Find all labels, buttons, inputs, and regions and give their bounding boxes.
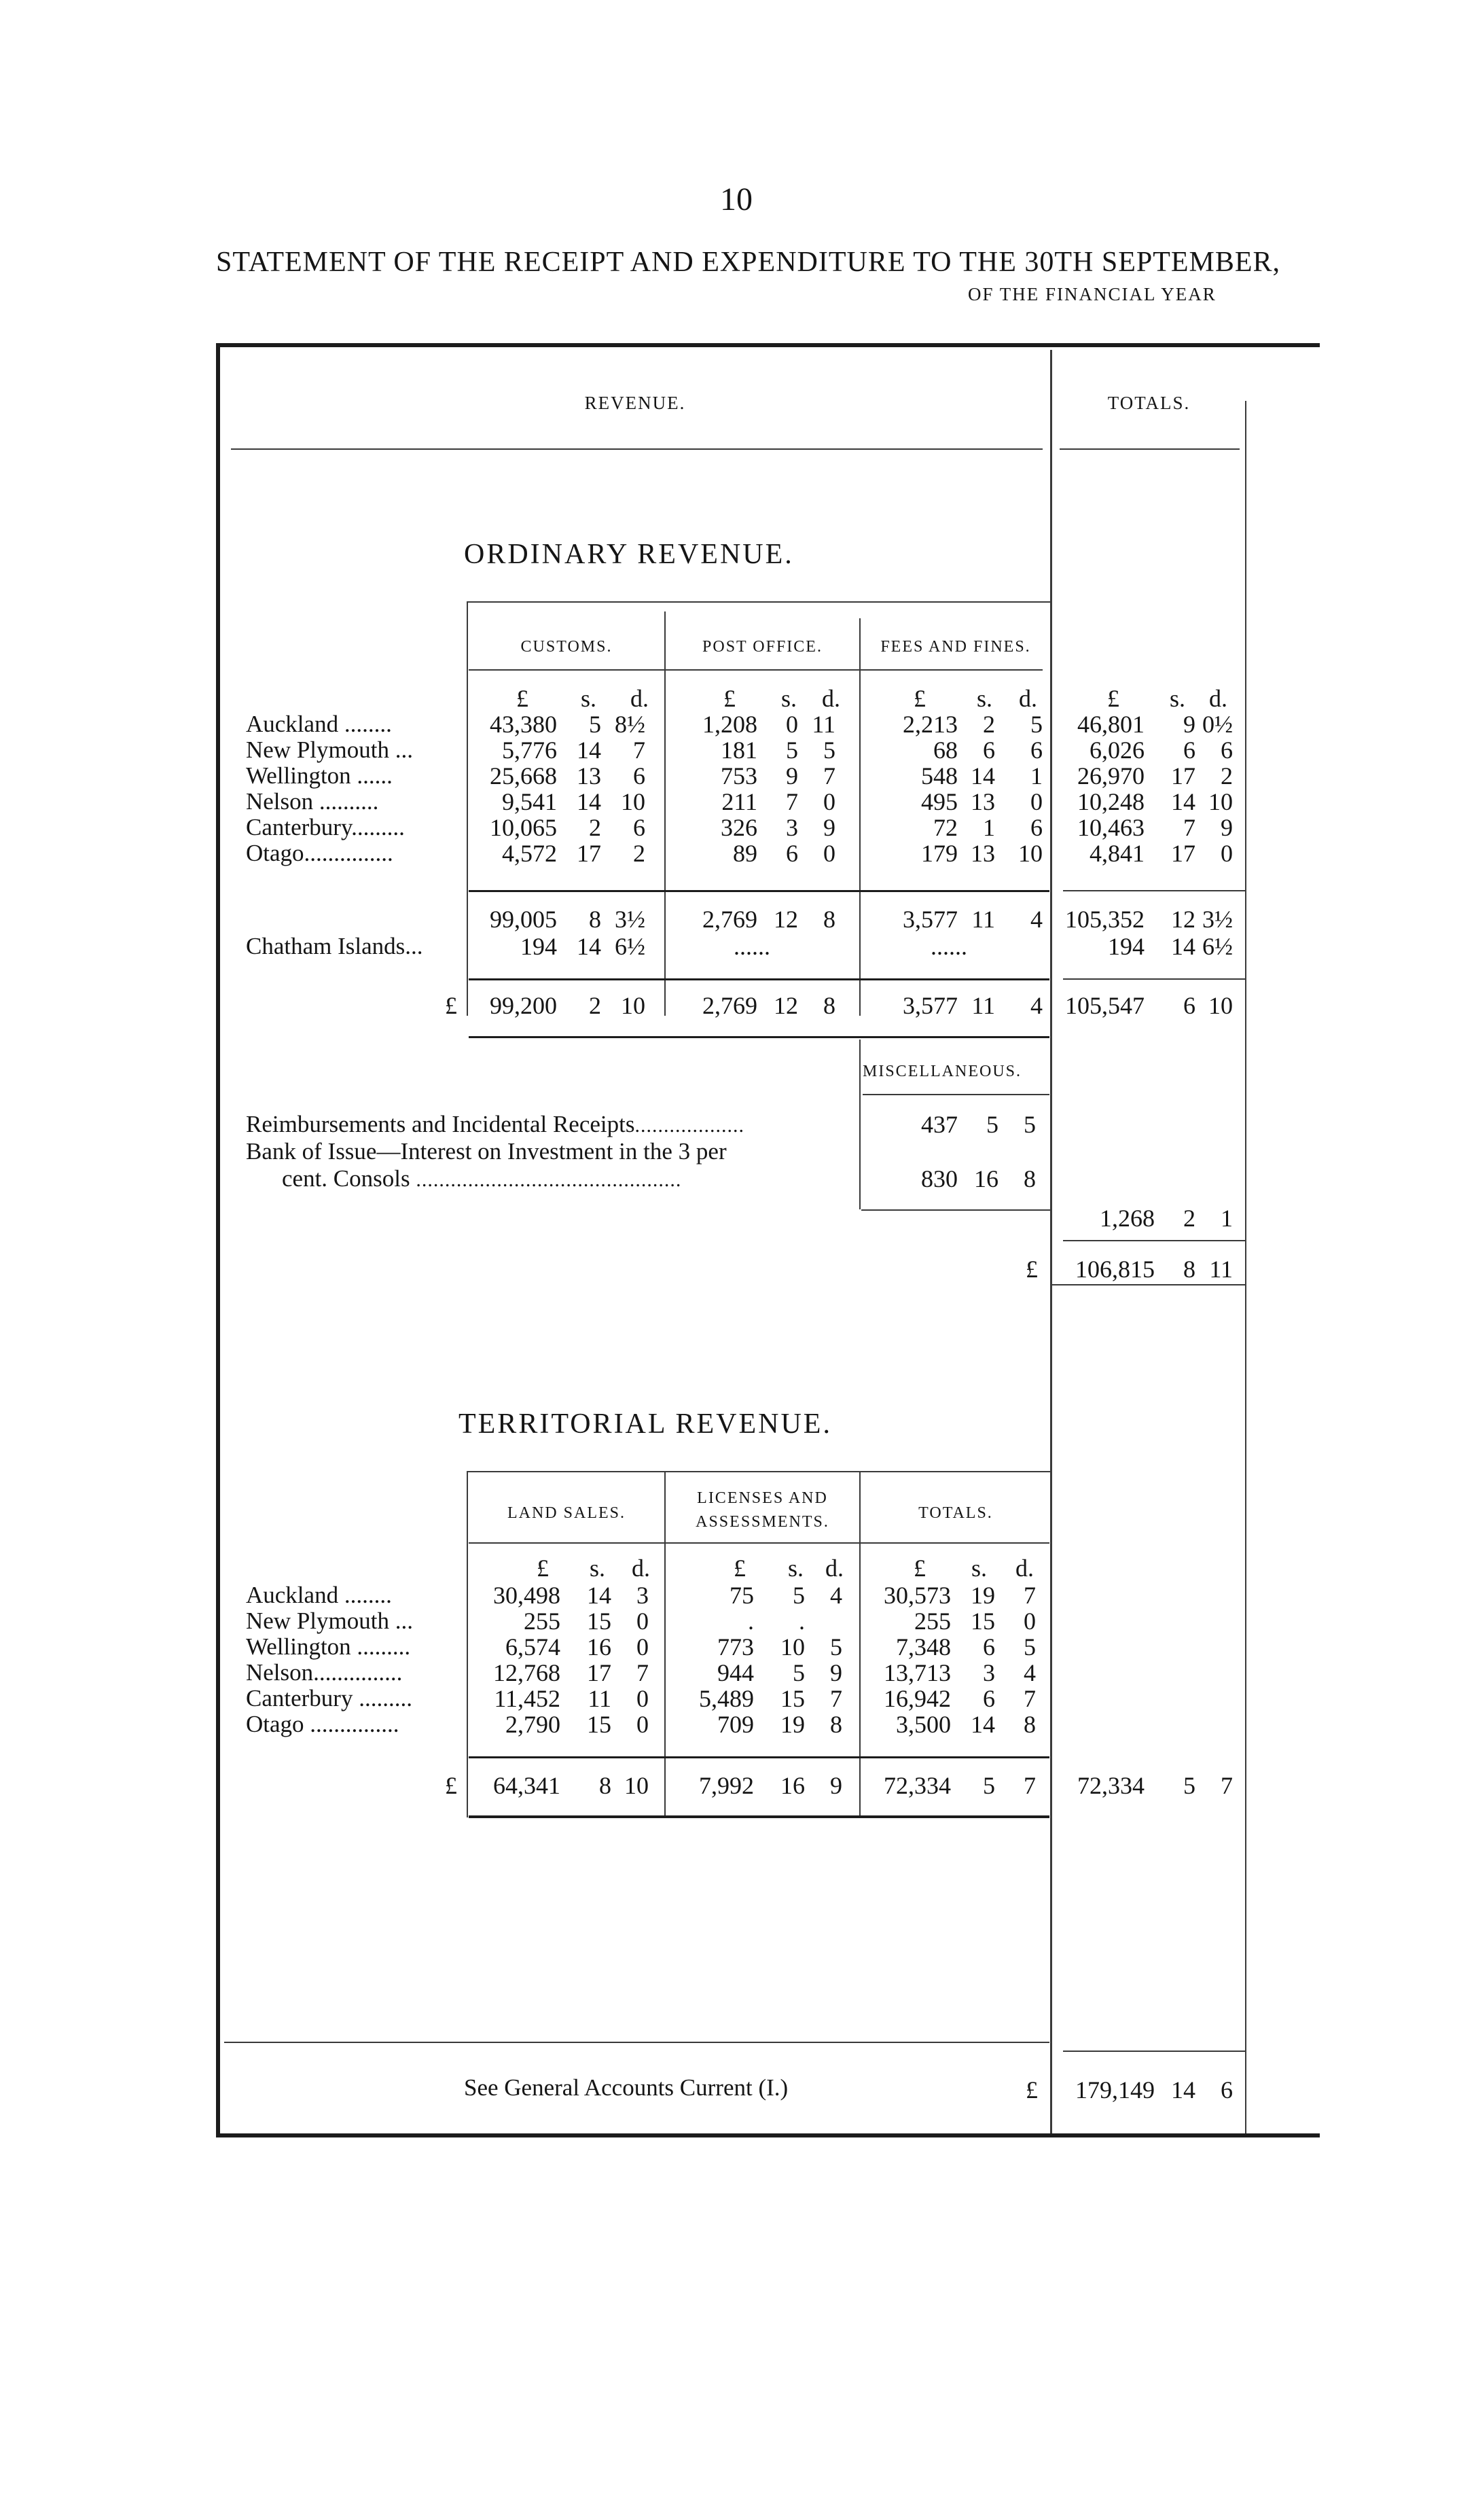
ordinary-total-total-pence: 10 <box>1208 992 1233 1019</box>
ordinary-total-post-pence: 8 <box>823 992 835 1019</box>
chatham-customs-pence: 6½ <box>615 933 645 960</box>
territorial-total-licenses-pounds: 7,992 <box>699 1772 754 1799</box>
territorial-row-place: Nelson............... <box>246 1659 403 1686</box>
chatham-customs-shillings: 14 <box>577 933 601 960</box>
statement-subtitle: OF THE FINANCIAL YEAR <box>968 284 1217 304</box>
territorial-row-licenses-shillings: 10 <box>780 1633 805 1661</box>
ordinary-grand-pounds: 106,815 <box>1075 1256 1155 1283</box>
ordinary-total-post-shillings: 12 <box>774 992 798 1019</box>
ordinary-row-post-shillings: 0 <box>786 711 798 738</box>
ordinary-total-customs-pounds: 99,200 <box>490 992 557 1019</box>
territorial-row-place: Otago ............... <box>246 1711 399 1737</box>
ordinary-grand-shillings: 8 <box>1183 1256 1195 1283</box>
territorial-total-totals-pounds: 72,334 <box>884 1772 951 1799</box>
territorial-row-land-pence: 3 <box>636 1582 649 1609</box>
totals-divider <box>1050 350 1052 2133</box>
territorial-row-licenses-pence: 5 <box>830 1633 842 1661</box>
territorial-row-licenses-pounds: 773 <box>717 1633 754 1661</box>
footer-top-rule-totals <box>1063 2051 1245 2052</box>
territorial-total-column-shillings: 5 <box>1183 1772 1195 1799</box>
ordinary-row-total-shillings: 14 <box>1171 788 1195 815</box>
post-d-unit: d. <box>822 685 840 712</box>
tot-pound-unit: £ <box>914 1555 926 1582</box>
totals-right-rule <box>1245 401 1246 2133</box>
territorial-row-licenses-shillings: 5 <box>793 1582 805 1609</box>
territorial-row-land-pounds: 255 <box>524 1608 560 1635</box>
post-pound-unit: £ <box>723 685 736 712</box>
territorial-row-totals-pence: 4 <box>1024 1659 1036 1686</box>
ordinary-total-post-pounds: 2,769 <box>702 992 757 1019</box>
grand-total-pence: 6 <box>1221 2076 1233 2104</box>
fees-s-unit: s. <box>977 685 993 712</box>
misc-line1-dots: ................... <box>634 1114 744 1137</box>
customs-d-unit: d. <box>630 685 649 712</box>
ordinary-subtotal-fees-shillings: 11 <box>971 906 995 933</box>
ordinary-row-place: Nelson .......... <box>246 788 379 815</box>
ordinary-subtotal-fees-pounds: 3,577 <box>903 906 958 933</box>
territorial-col-rule-1 <box>467 1471 468 1817</box>
misc-line2-label: Bank of Issue—Interest on Investment in the 3 per <box>246 1138 727 1165</box>
territorial-row-totals-pounds: 16,942 <box>884 1685 951 1712</box>
chatham-total-shillings: 14 <box>1171 933 1195 960</box>
ordinary-row-fees-shillings: 6 <box>983 737 995 764</box>
territorial-row-licenses-shillings: 5 <box>793 1659 805 1686</box>
misc-line3-shillings: 16 <box>974 1165 998 1192</box>
territorial-row-land-pounds: 11,452 <box>494 1685 560 1712</box>
grand-total-pound-sign: £ <box>1026 2076 1038 2104</box>
territorial-row-totals-pounds: 255 <box>914 1608 951 1635</box>
territorial-row-land-pounds: 6,574 <box>505 1633 560 1661</box>
misc-line3-label <box>282 1167 681 1190</box>
total-s-unit: s. <box>1170 685 1186 712</box>
ordinary-row-post-pence: 0 <box>823 788 835 815</box>
ordinary-subtotal-total-shillings: 12 <box>1171 906 1195 933</box>
ordinary-row-post-pounds: 211 <box>721 788 757 815</box>
ordinary-grand-underline <box>1051 1284 1245 1285</box>
fees-and-fines-header: FEES AND FINES. <box>880 638 1031 656</box>
ordinary-row-post-pence: 9 <box>823 814 835 841</box>
ordinary-row-place: Canterbury......... <box>246 814 405 840</box>
customs-header: CUSTOMS. <box>520 638 613 656</box>
misc-line3-pence: 8 <box>1024 1165 1036 1192</box>
customs-pound-unit: £ <box>516 685 528 712</box>
ordinary-total-pound-sign: £ <box>445 992 457 1019</box>
table-top-rule <box>216 343 1320 347</box>
ordinary-subtotal-total-pounds: 105,352 <box>1065 906 1145 933</box>
ordinary-subtotal-fees-pence: 4 <box>1030 906 1043 933</box>
ordinary-row-total-pounds: 6,026 <box>1090 737 1145 764</box>
ordinary-bottom-rule <box>469 1036 1049 1038</box>
land-s-unit: s. <box>590 1555 606 1582</box>
misc-line1-pounds: 437 <box>921 1111 958 1138</box>
territorial-row-land-shillings: 15 <box>587 1711 611 1738</box>
territorial-revenue-title: TERRITORIAL REVENUE. <box>458 1408 832 1440</box>
ordinary-total-rule-totals <box>1063 978 1245 980</box>
misc-bottom-rule <box>861 1209 1051 1211</box>
territorial-row-licenses-pence: 9 <box>830 1659 842 1686</box>
chatham-fees-empty: ...... <box>931 933 967 960</box>
territorial-row-totals-shillings: 3 <box>983 1659 995 1686</box>
territorial-row-licenses-pence: 7 <box>830 1685 842 1712</box>
ordinary-row-customs-pence: 7 <box>633 737 645 764</box>
chatham-place: Chatham Islands... <box>246 933 423 959</box>
territorial-row-land-pence: 0 <box>636 1608 649 1635</box>
ordinary-row-post-shillings: 7 <box>786 788 798 815</box>
territorial-row-land-pounds: 2,790 <box>505 1711 560 1738</box>
misc-line1-shillings: 5 <box>986 1111 998 1138</box>
ordinary-row-total-pounds: 10,248 <box>1077 788 1145 815</box>
ordinary-row-customs-pence: 10 <box>621 788 645 815</box>
ordinary-total-customs-pence: 10 <box>621 992 645 1019</box>
header-underline <box>231 448 1043 450</box>
ordinary-total-total-shillings: 6 <box>1183 992 1195 1019</box>
ordinary-subtotal-customs-shillings: 8 <box>589 906 601 933</box>
territorial-row-land-shillings: 11 <box>588 1685 611 1712</box>
misc-total-pounds: 1,268 <box>1100 1205 1155 1232</box>
ordinary-subtotal-customs-pence: 3½ <box>615 906 645 933</box>
licenses-header-line1: LICENSES AND <box>697 1489 828 1507</box>
ordinary-row-total-shillings: 7 <box>1183 814 1195 841</box>
ordinary-row-post-shillings: 6 <box>786 840 798 867</box>
ordinary-row-total-pence: 0 <box>1221 840 1233 867</box>
ordinary-total-rule-final <box>1063 1240 1245 1241</box>
revenue-header: REVENUE. <box>584 393 686 413</box>
ordinary-row-total-shillings: 17 <box>1171 840 1195 867</box>
territorial-row-licenses-pence: 8 <box>830 1711 842 1738</box>
ordinary-row-customs-pounds: 10,065 <box>490 814 557 841</box>
ordinary-row-fees-pounds: 495 <box>921 788 958 815</box>
ordinary-subtotal-customs-pounds: 99,005 <box>490 906 557 933</box>
territorial-row-licenses-pounds: 944 <box>717 1659 754 1686</box>
lic-d-unit: d. <box>825 1555 844 1582</box>
ordinary-row-customs-shillings: 14 <box>577 737 601 764</box>
ordinary-row-fees-shillings: 13 <box>971 788 995 815</box>
ordinary-row-customs-pounds: 43,380 <box>490 711 557 738</box>
territorial-total-licenses-shillings: 16 <box>780 1772 805 1799</box>
misc-total-pence: 1 <box>1221 1205 1233 1232</box>
territorial-row-totals-pence: 0 <box>1024 1608 1036 1635</box>
ordinary-row-customs-shillings: 13 <box>577 762 601 789</box>
footer-top-rule <box>224 2042 1049 2043</box>
ordinary-row-customs-shillings: 5 <box>589 711 601 738</box>
ordinary-row-customs-pounds: 25,668 <box>490 762 557 789</box>
territorial-row-place: Canterbury ......... <box>246 1685 412 1711</box>
table-left-rule <box>216 343 220 2137</box>
misc-header-underline <box>863 1094 1049 1095</box>
territorial-row-totals-pounds: 13,713 <box>884 1659 951 1686</box>
ordinary-row-customs-pence: 6 <box>633 814 645 841</box>
territorial-row-land-shillings: 14 <box>587 1582 611 1609</box>
ordinary-row-place: Otago............... <box>246 840 393 866</box>
ordinary-row-total-pence: 6 <box>1221 737 1233 764</box>
territorial-col-top-rule <box>467 1471 1051 1472</box>
ordinary-grand-pound-sign: £ <box>1026 1256 1038 1283</box>
territorial-total-licenses-pence: 9 <box>830 1772 842 1799</box>
misc-line3-text: cent. Consols <box>282 1165 410 1192</box>
ordinary-row-total-pence: 10 <box>1208 788 1233 815</box>
territorial-row-land-pence: 0 <box>636 1633 649 1661</box>
ordinary-col-rule-1 <box>467 601 468 1016</box>
ordinary-row-customs-pence: 6 <box>633 762 645 789</box>
territorial-row-licenses-pounds: 5,489 <box>699 1685 754 1712</box>
ordinary-total-fees-pence: 4 <box>1030 992 1043 1019</box>
ordinary-row-fees-shillings: 14 <box>971 762 995 789</box>
misc-line1-label <box>246 1112 744 1136</box>
territorial-total-totals-shillings: 5 <box>983 1772 995 1799</box>
territorial-row-licenses-pounds: 75 <box>730 1582 754 1609</box>
ordinary-row-fees-shillings: 13 <box>971 840 995 867</box>
ordinary-subtotal-rule <box>469 890 1049 892</box>
ordinary-row-fees-pounds: 179 <box>921 840 958 867</box>
ordinary-row-place: New Plymouth ... <box>246 737 413 763</box>
ordinary-row-customs-pounds: 5,776 <box>502 737 557 764</box>
ordinary-row-total-shillings: 9 <box>1183 711 1195 738</box>
tot-s-unit: s. <box>971 1555 988 1582</box>
ordinary-row-customs-pounds: 9,541 <box>502 788 557 815</box>
misc-total-shillings: 2 <box>1183 1205 1195 1232</box>
ordinary-col-top-rule <box>467 601 1051 603</box>
grand-total-shillings: 14 <box>1171 2076 1195 2104</box>
customs-s-unit: s. <box>581 685 597 712</box>
ordinary-row-fees-shillings: 2 <box>983 711 995 738</box>
footer-accounts-reference: See General Accounts Current (I.) <box>464 2074 789 2101</box>
territorial-row-licenses-shillings: 19 <box>780 1711 805 1738</box>
ordinary-row-post-pounds: 326 <box>721 814 757 841</box>
territorial-row-land-pence: 0 <box>636 1685 649 1712</box>
territorial-total-column-pence: 7 <box>1221 1772 1233 1799</box>
ordinary-total-fees-shillings: 11 <box>971 992 995 1019</box>
ordinary-total-rule <box>469 978 1049 980</box>
ordinary-row-total-shillings: 17 <box>1171 762 1195 789</box>
ordinary-row-total-pounds: 4,841 <box>1090 840 1145 867</box>
ordinary-row-customs-shillings: 2 <box>589 814 601 841</box>
fees-pound-unit: £ <box>914 685 926 712</box>
territorial-row-totals-pounds: 3,500 <box>896 1711 951 1738</box>
ordinary-total-fees-pounds: 3,577 <box>903 992 958 1019</box>
territorial-row-licenses-pounds: 709 <box>717 1711 754 1738</box>
post-s-unit: s. <box>781 685 797 712</box>
territorial-total-land-pence: 10 <box>624 1772 649 1799</box>
ordinary-row-customs-pence: 2 <box>633 840 645 867</box>
ordinary-row-post-pounds: 89 <box>733 840 757 867</box>
territorial-row-totals-pounds: 30,573 <box>884 1582 951 1609</box>
ordinary-row-total-shillings: 6 <box>1183 737 1195 764</box>
land-sales-header: LAND SALES. <box>507 1504 626 1522</box>
misc-line3-pounds: 830 <box>921 1165 958 1192</box>
ordinary-row-total-pounds: 26,970 <box>1077 762 1145 789</box>
territorial-row-licenses-shillings: . <box>799 1608 805 1635</box>
total-d-unit: d. <box>1209 685 1227 712</box>
territorial-row-land-pounds: 12,768 <box>493 1659 560 1686</box>
ordinary-row-fees-pence: 1 <box>1030 762 1043 789</box>
ordinary-row-post-shillings: 3 <box>786 814 798 841</box>
ordinary-col-rule-2 <box>664 611 666 1016</box>
ordinary-row-total-pounds: 46,801 <box>1077 711 1145 738</box>
land-d-unit: d. <box>632 1555 650 1582</box>
territorial-row-totals-pence: 7 <box>1024 1685 1036 1712</box>
territorial-row-totals-shillings: 19 <box>971 1582 995 1609</box>
total-pound-unit: £ <box>1107 685 1119 712</box>
chatham-customs-pounds: 194 <box>520 933 557 960</box>
chatham-total-pence: 6½ <box>1202 933 1233 960</box>
territorial-row-totals-pence: 7 <box>1024 1582 1036 1609</box>
ordinary-row-post-pounds: 1,208 <box>702 711 757 738</box>
territorial-total-pound-sign: £ <box>445 1772 457 1799</box>
ordinary-row-total-pence: 2 <box>1221 762 1233 789</box>
territorial-bottom-rule <box>469 1815 1049 1818</box>
ordinary-row-fees-pence: 6 <box>1030 814 1043 841</box>
ordinary-row-fees-pounds: 548 <box>921 762 958 789</box>
chatham-post-empty: ...... <box>734 933 770 960</box>
territorial-row-licenses-pounds: . <box>748 1608 754 1635</box>
ordinary-row-fees-pounds: 68 <box>933 737 958 764</box>
ordinary-subtotal-rule-totals <box>1063 890 1245 891</box>
territorial-row-licenses-pence: 4 <box>830 1582 842 1609</box>
territorial-row-licenses-shillings: 15 <box>780 1685 805 1712</box>
ordinary-row-fees-pence: 5 <box>1030 711 1043 738</box>
ordinary-row-post-pence: 7 <box>823 762 835 789</box>
territorial-row-place: Wellington ......... <box>246 1633 411 1660</box>
ordinary-row-post-shillings: 9 <box>786 762 798 789</box>
ordinary-subtotal-post-shillings: 12 <box>774 906 798 933</box>
territorial-total-column-pounds: 72,334 <box>1077 1772 1145 1799</box>
territorial-row-land-pence: 7 <box>636 1659 649 1686</box>
ordinary-row-customs-pence: 8½ <box>615 711 645 738</box>
page-number: 10 <box>720 181 753 217</box>
ordinary-revenue-title: ORDINARY REVENUE. <box>464 539 794 570</box>
ordinary-row-place: Wellington ...... <box>246 762 393 789</box>
post-office-header: POST OFFICE. <box>702 638 823 656</box>
territorial-row-place: New Plymouth ... <box>246 1608 413 1634</box>
territorial-row-land-shillings: 17 <box>587 1659 611 1686</box>
territorial-row-totals-shillings: 15 <box>971 1608 995 1635</box>
misc-left-rule <box>859 1040 861 1209</box>
table-bottom-rule <box>216 2133 1320 2137</box>
territorial-totals-header: TOTALS. <box>918 1504 993 1522</box>
misc-line1-text: Reimbursements and Incidental Receipts <box>246 1111 635 1137</box>
ordinary-row-fees-pence: 0 <box>1030 788 1043 815</box>
territorial-row-land-shillings: 15 <box>587 1608 611 1635</box>
territorial-row-place: Auckland ........ <box>246 1582 392 1608</box>
ordinary-row-fees-pounds: 72 <box>933 814 958 841</box>
ordinary-row-post-pounds: 753 <box>721 762 757 789</box>
ordinary-row-post-pence: 11 <box>812 711 835 738</box>
ordinary-subtotal-post-pounds: 2,769 <box>702 906 757 933</box>
ordinary-col-rule-3 <box>859 618 861 1016</box>
statement-title: STATEMENT OF THE RECEIPT AND EXPENDITURE TO THE 30TH SEPTEMBER, <box>216 247 1281 278</box>
ordinary-row-total-pence: 0½ <box>1202 711 1233 738</box>
ordinary-row-total-pence: 9 <box>1221 814 1233 841</box>
ordinary-subtotal-total-pence: 3½ <box>1202 906 1233 933</box>
ordinary-row-fees-shillings: 1 <box>983 814 995 841</box>
ordinary-grand-pence: 11 <box>1209 1256 1233 1283</box>
misc-line1-pence: 5 <box>1024 1111 1036 1138</box>
territorial-total-land-shillings: 8 <box>599 1772 611 1799</box>
ordinary-row-post-shillings: 5 <box>786 737 798 764</box>
territorial-row-totals-pounds: 7,348 <box>896 1633 951 1661</box>
ordinary-row-fees-pence: 6 <box>1030 737 1043 764</box>
ordinary-row-customs-shillings: 14 <box>577 788 601 815</box>
territorial-row-land-pence: 0 <box>636 1711 649 1738</box>
ordinary-header-underline <box>469 669 1043 671</box>
misc-header: MISCELLANEOUS. <box>863 1063 1022 1080</box>
ordinary-subtotal-post-pence: 8 <box>823 906 835 933</box>
ordinary-row-post-pounds: 181 <box>721 737 757 764</box>
territorial-header-underline <box>469 1542 1049 1544</box>
misc-line3-dots: .............................................. <box>416 1169 682 1191</box>
lic-pound-unit: £ <box>734 1555 746 1582</box>
ordinary-row-fees-pence: 10 <box>1018 840 1043 867</box>
ordinary-row-post-pence: 5 <box>823 737 835 764</box>
territorial-row-totals-shillings: 6 <box>983 1633 995 1661</box>
licenses-header-line2: ASSESSMENTS. <box>696 1513 829 1531</box>
ordinary-row-customs-shillings: 17 <box>577 840 601 867</box>
ordinary-row-customs-pounds: 4,572 <box>502 840 557 867</box>
fees-d-unit: d. <box>1019 685 1037 712</box>
land-pound-unit: £ <box>537 1555 549 1582</box>
totals-header-underline <box>1060 448 1240 450</box>
territorial-row-totals-shillings: 14 <box>971 1711 995 1738</box>
grand-total-pounds: 179,149 <box>1075 2076 1155 2104</box>
territorial-row-land-shillings: 16 <box>587 1633 611 1661</box>
chatham-total-pounds: 194 <box>1108 933 1145 960</box>
territorial-total-land-pounds: 64,341 <box>493 1772 560 1799</box>
ordinary-row-place: Auckland ........ <box>246 711 392 737</box>
ordinary-total-customs-shillings: 2 <box>589 992 601 1019</box>
tot-d-unit: d. <box>1015 1555 1034 1582</box>
lic-s-unit: s. <box>788 1555 804 1582</box>
ordinary-row-post-pence: 0 <box>823 840 835 867</box>
territorial-row-totals-pence: 8 <box>1024 1711 1036 1738</box>
territorial-col-rule-3 <box>859 1471 861 1817</box>
territorial-row-totals-shillings: 6 <box>983 1685 995 1712</box>
ordinary-row-fees-pounds: 2,213 <box>903 711 958 738</box>
ordinary-total-total-pounds: 105,547 <box>1065 992 1145 1019</box>
territorial-total-rule <box>469 1756 1049 1758</box>
territorial-row-land-pounds: 30,498 <box>493 1582 560 1609</box>
territorial-total-totals-pence: 7 <box>1024 1772 1036 1799</box>
totals-header: TOTALS. <box>1107 393 1191 413</box>
ordinary-row-total-pounds: 10,463 <box>1077 814 1145 841</box>
territorial-row-totals-pence: 5 <box>1024 1633 1036 1661</box>
